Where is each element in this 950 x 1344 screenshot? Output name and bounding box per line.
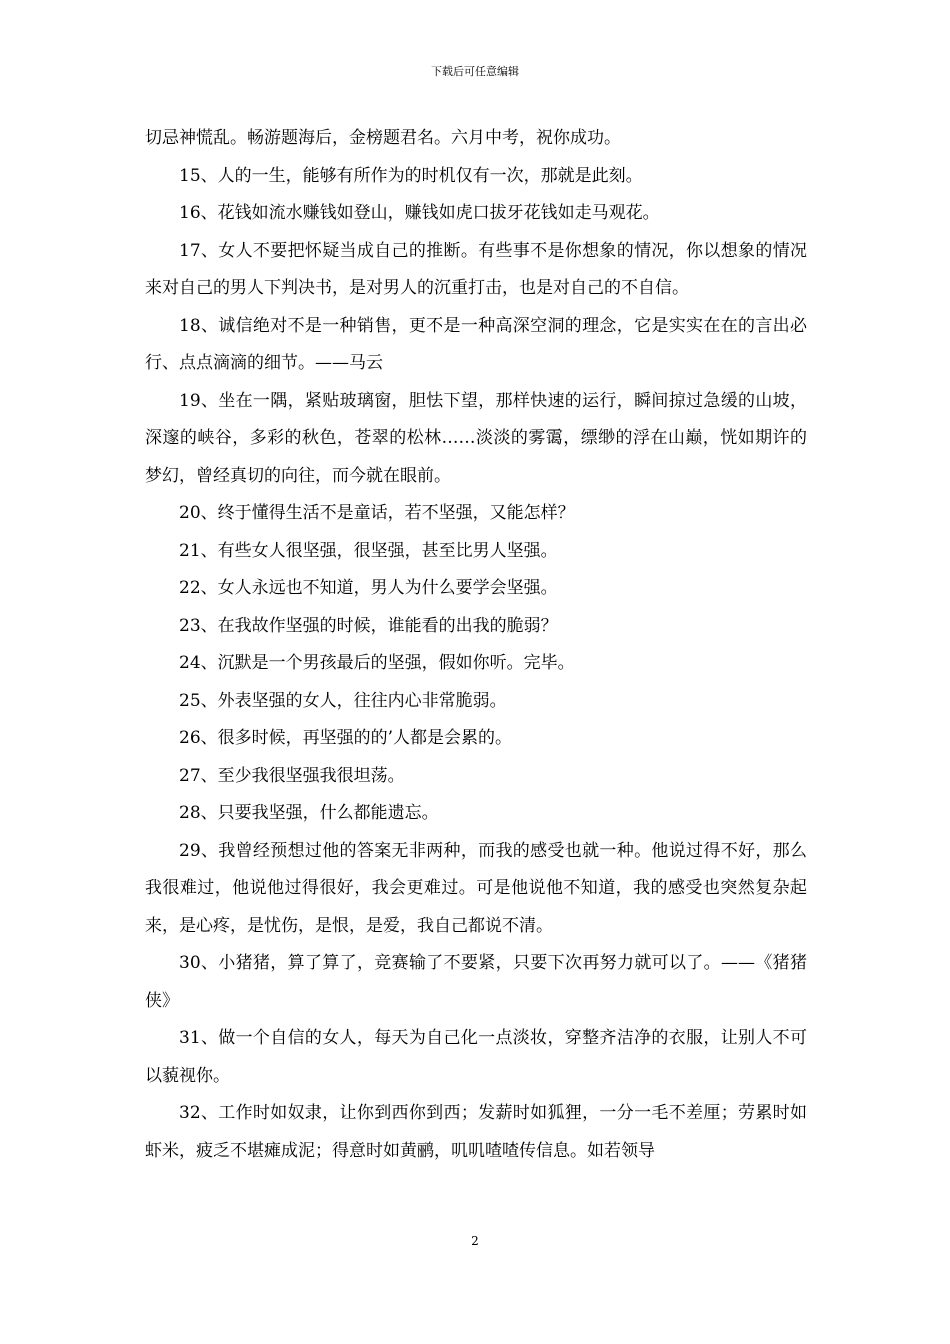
paragraph: 26、很多时候，再坚强的的’人都是会累的。 xyxy=(179,728,513,748)
paragraph: 17、女人不要把怀疑当成自己的推断。有些事不是你想象的情况，你以想象的情况来对自己的男人下判决书，是对男人的沉重打击，也是对自己的不自信。 xyxy=(145,240,807,298)
paragraph: 19、坐在一隅，紧贴玻璃窗，胆怯下望，那样快速的运行，瞬间掠过急缓的山坡，深邃的峡谷，多彩的秋色，苍翠的松林……淡淡的雾霭，缥缈的浮在山巅，恍如期许的梦幻，曾经真切的向往，而今就在眼前。 xyxy=(145,390,807,486)
paragraph: 30、小猪猪，算了算了，竞赛输了不要紧，只要下次再努力就可以了。——《猪猪侠》 xyxy=(145,953,807,1011)
paragraph: 20、终于懂得生活不是童话，若不坚强，又能怎样？ xyxy=(179,503,575,523)
paragraph: 16、花钱如流水赚钱如登山，赚钱如虎口拔牙花钱如走马观花。 xyxy=(179,203,660,223)
paragraph: 23、在我故作坚强的时候，谁能看的出我的脆弱？ xyxy=(179,615,558,636)
paragraph: 32、工作时如奴隶，让你到西你到西；发薪时如狐狸，一分一毛不差厘；劳累时如虾米，疲乏不堪瘫成泥；得意时如黄鹂，叽叽喳喳传信息。如若领导 xyxy=(145,1103,807,1161)
page-header: 下载后可任意编辑 xyxy=(431,65,519,78)
paragraph: 15、人的一生，能够有所作为的时机仅有一次，那就是此刻。 xyxy=(179,165,643,186)
paragraph: 25、外表坚强的女人，往往内心非常脆弱。 xyxy=(179,690,507,711)
paragraph: 24、沉默是一个男孩最后的坚强，假如你听。完毕。 xyxy=(179,653,575,673)
paragraph: 18、诚信绝对不是一种销售，更不是一种高深空洞的理念，它是实实在在的言出必行、点点滴滴的细节。——马云 xyxy=(145,315,807,373)
paragraph: 22、女人永远也不知道，男人为什么要学会坚强。 xyxy=(179,578,558,598)
paragraph: 21、有些女人很坚强，很坚强，甚至比男人坚强。 xyxy=(179,540,558,561)
paragraph: 28、只要我坚强，什么都能遗忘。 xyxy=(179,803,439,823)
paragraph: 31、做一个自信的女人，每天为自己化一点淡妆，穿整齐洁净的衣服，让别人不可以藐视你。 xyxy=(145,1028,807,1086)
page-number: 2 xyxy=(471,1234,479,1248)
document-body xyxy=(145,120,807,1170)
paragraph: 27、至少我很坚强我很坦荡。 xyxy=(179,765,405,786)
paragraph: 29、我曾经预想过他的答案无非两种，而我的感受也就一种。他说过得不好，那么我很难过，他说他过得很好，我会更难过。可是他说他不知道，我的感受也突然复杂起来，是心疼，是忧伤，是恨，是爱，我自己都说不清。 xyxy=(145,840,807,936)
paragraph: 切忌神慌乱。畅游题海后，金榜题君名。六月中考，祝你成功。 xyxy=(145,128,621,148)
